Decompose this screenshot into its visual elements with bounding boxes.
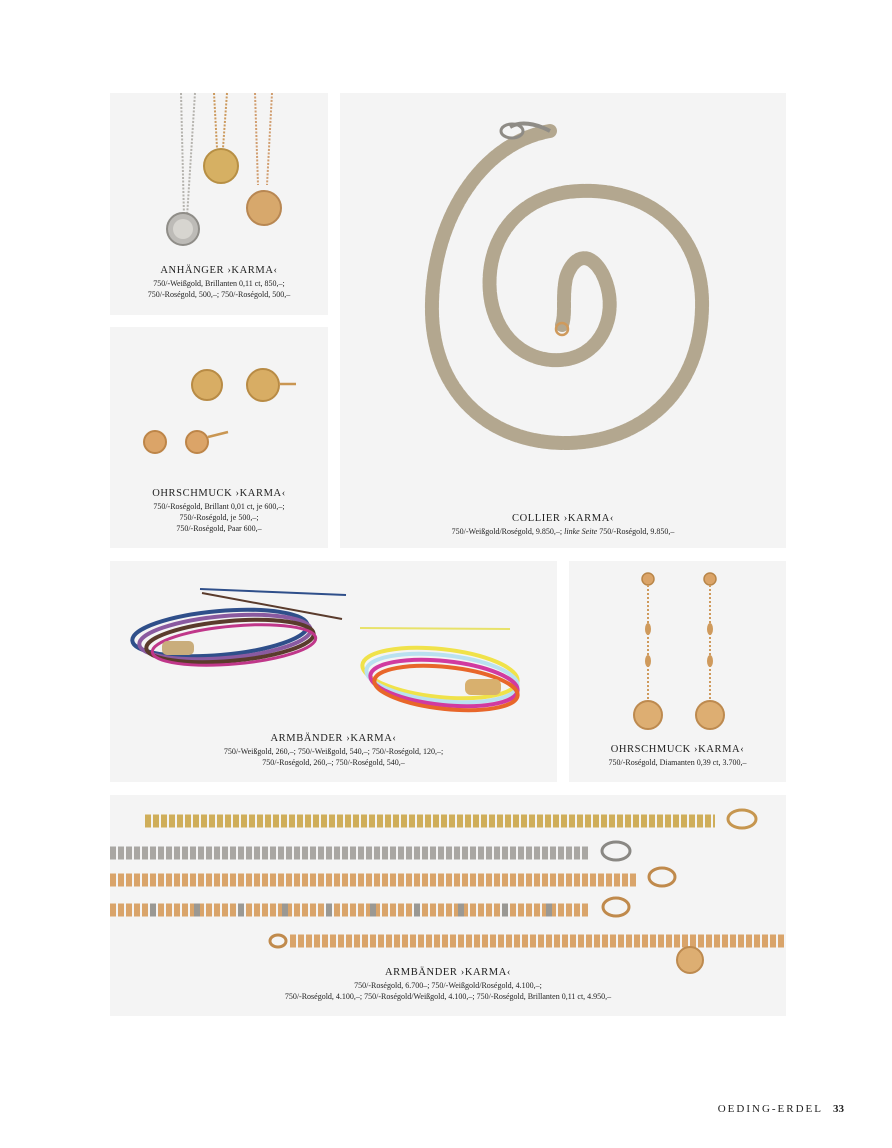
panel-pendants [110, 93, 328, 315]
earrings-drop-caption [569, 744, 786, 768]
bead-bracelets-line-2: 750/-Roségold, 4.100,–; 750/-Roségold/Weißgold, 4.100,–; 750/-Roségold, Brillanten 0,11 ct, 4.950,– [284, 992, 612, 1001]
necklace-line-italic: linke Seite [564, 527, 598, 536]
pendants-image [110, 93, 328, 253]
panel-necklace [340, 93, 786, 548]
earrings-studs-line-1: 750/-Roségold, Brillant 0,01 ct, je 600,–; [153, 502, 285, 511]
pendants-title: ANHÄNGER ›KARMA‹ [160, 265, 278, 276]
page-number: 33 [833, 1103, 844, 1115]
necklace-image [340, 93, 786, 493]
necklace-caption [340, 513, 786, 537]
page-footer [718, 1103, 844, 1115]
necklace-line-main: 750/-Weißgold/Roségold, 9.850,–; [451, 527, 565, 536]
brand-name: OEDING-ERDEL [717, 1103, 823, 1115]
earrings-drop-line-1: 750/-Roségold, Diamanten 0,39 ct, 3.700,– [608, 758, 747, 767]
panel-bead-bracelets [110, 795, 786, 1016]
stud-earrings-image [110, 327, 328, 477]
bead-bracelets-title: ARMBÄNDER ›KARMA‹ [385, 967, 511, 978]
necklace-line-tail: 750/-Roségold, 9.850,– [597, 527, 675, 536]
earrings-studs-line-2: 750/-Roségold, je 500,–; [179, 513, 259, 522]
bead-bracelets-caption [110, 967, 786, 1002]
panel-earrings-drop [569, 561, 786, 782]
necklace-title: COLLIER ›KARMA‹ [511, 513, 615, 524]
cord-bracelets-caption [110, 733, 557, 768]
cord-bracelets-image [110, 561, 557, 711]
cord-bracelets-line-2: 750/-Roségold, 260,–; 750/-Roségold, 540,– [262, 758, 405, 767]
earrings-studs-caption [110, 488, 328, 534]
panel-earrings-studs [110, 327, 328, 548]
pendants-line-1: 750/-Weißgold, Brillanten 0,11 ct, 850,–; [153, 279, 285, 288]
pendants-line-2: 750/-Roségold, 500,–; 750/-Roségold, 500,– [147, 290, 291, 299]
drop-earrings-image [569, 561, 786, 741]
cord-bracelets-line-1: 750/-Weißgold, 260,–; 750/-Weißgold, 540,–; 750/-Roségold, 120,–; [223, 747, 444, 756]
cord-bracelets-title: ARMBÄNDER ›KARMA‹ [270, 733, 397, 744]
earrings-studs-line-3: 750/-Roségold, Paar 600,– [176, 524, 262, 533]
earrings-studs-title: OHRSCHMUCK ›KARMA‹ [152, 488, 286, 499]
bead-bracelets-line-1: 750/-Roségold, 6.700–; 750/-Weißgold/Roségold, 4.100,–; [354, 981, 542, 990]
earrings-drop-title: OHRSCHMUCK ›KARMA‹ [610, 744, 745, 755]
bead-bracelets-image [110, 795, 786, 965]
necklace-line [340, 526, 786, 537]
panel-cord-bracelets [110, 561, 557, 782]
pendants-caption [110, 265, 328, 300]
